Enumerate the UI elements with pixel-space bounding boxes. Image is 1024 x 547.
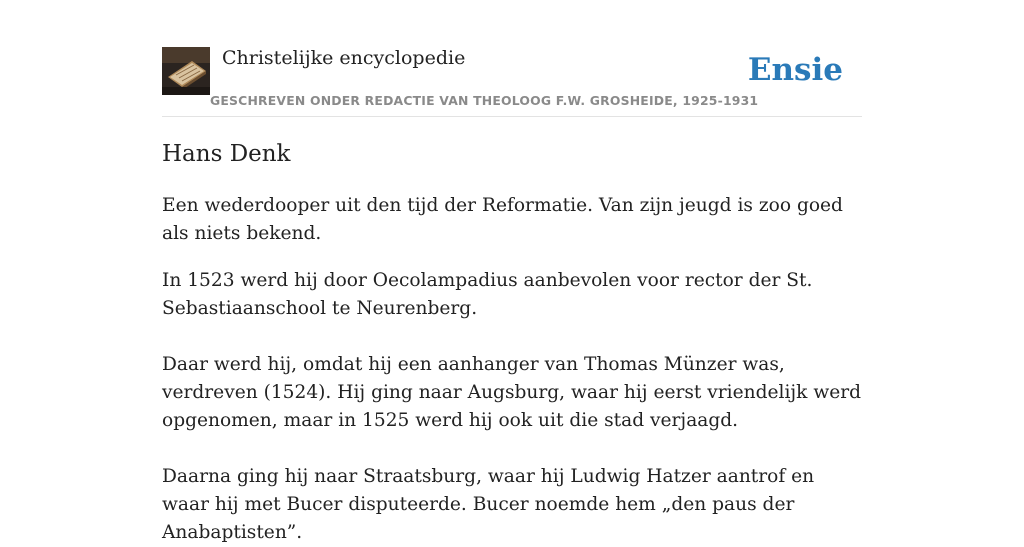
site-header xyxy=(162,0,862,117)
site-subtitle: GESCHREVEN ONDER REDACTIE VAN THEOLOOG F.W. GROSHEIDE, 1925-1931 xyxy=(210,93,759,108)
brand-logo[interactable]: Ensie xyxy=(747,52,843,88)
article-paragraph-4: Daarna ging hij naar Straatsburg, waar hij Ludwig Hatzer aantrof en waar hij met Bucer disputeerde. Bucer noemde hem „den paus der Anabaptisten”. xyxy=(162,466,815,543)
book-photo-icon[interactable] xyxy=(162,47,210,95)
article-paragraph-3: Daar werd hij, omdat hij een aanhanger van Thomas Münzer was, verdreven (1524). Hij ging naar Augsburg, waar hij eerst vriendelijk werd opgenomen, maar in 1525 werd hij ook uit die stad verjaagd. xyxy=(162,354,862,431)
article-paragraph-1: Een wederdooper uit den tijd der Reformatie. Van zijn jeugd is zoo goed als niets bekend. xyxy=(162,195,843,244)
article-paragraph-2: In 1523 werd hij door Oecolampadius aanbevolen voor rector der St. Sebastiaanschool te Neurenberg. xyxy=(162,270,813,319)
site-title[interactable]: Christelijke encyclopedie xyxy=(222,47,466,69)
article-title: Hans Denk xyxy=(162,141,291,167)
page-container xyxy=(162,0,862,543)
